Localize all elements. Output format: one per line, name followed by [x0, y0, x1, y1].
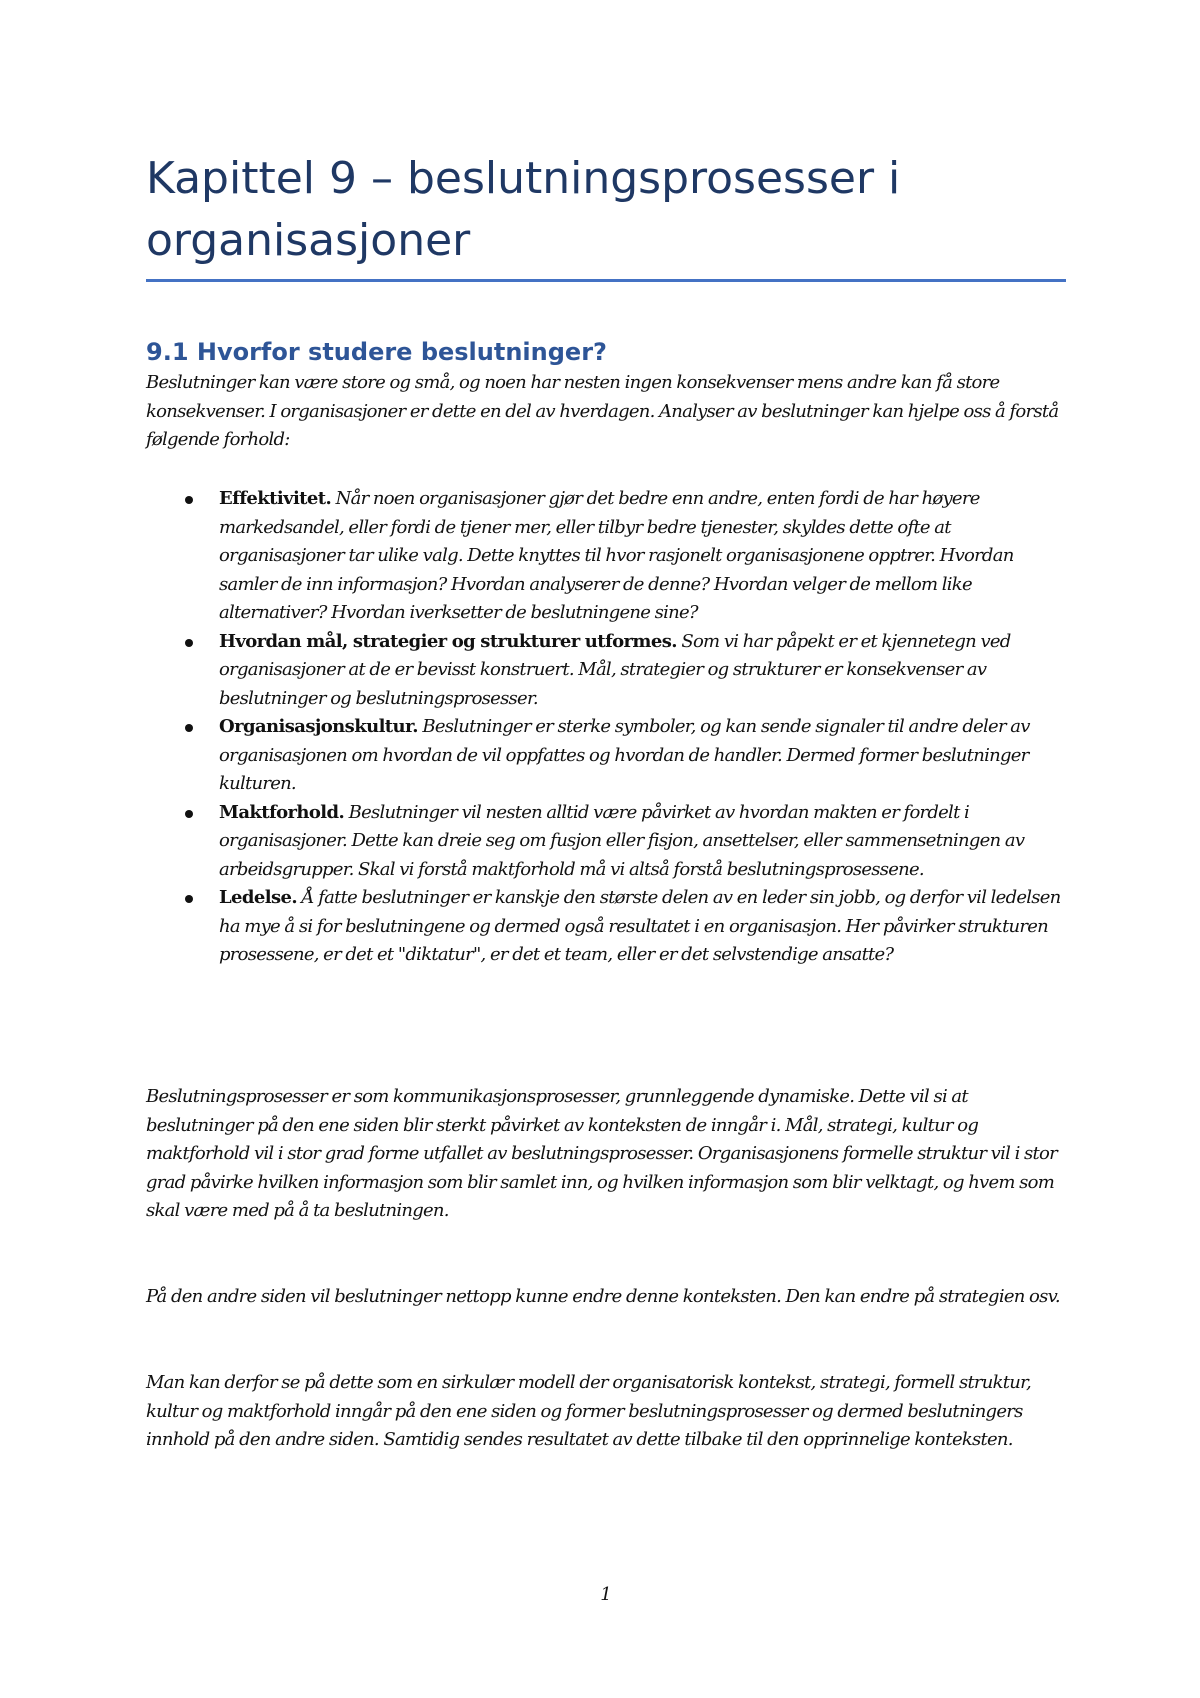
bullet-icon	[185, 724, 193, 732]
bullet-icon	[185, 639, 193, 647]
bullet-term: Ledelse.	[219, 887, 298, 908]
list-item	[146, 485, 1066, 628]
list-item	[146, 799, 1066, 885]
paragraph-context-change: På den andre siden vil beslutninger nettopp kunne endre denne konteksten. Den kan endre på strategien osv.	[146, 1286, 1060, 1307]
list-item	[146, 713, 1066, 799]
title-underline	[146, 279, 1066, 282]
bullet-term: Hvordan mål, strategier og strukturer utformes.	[219, 630, 677, 652]
paragraph-circular-model: Man kan derfor se på dette som en sirkulær modell der organisatorisk kontekst, strategi, formell struktur, kultur og maktforhold inngår på den ene siden og former beslutningsprosesser og dermed beslutningers innhold på den andre siden. Samtidig sendes resultatet av dette tilbake til den opprinnelige konteksten.	[146, 1372, 1031, 1450]
list-item	[146, 628, 1066, 714]
bullet-text: Å fatte beslutninger er kanskje den største delen av en leder sin jobb, og derfor vil ledelsen ha mye å si for beslutningene og dermed også resultatet i en organisasjon. Her påvirker strukturen prosessene, er det et "diktatur", er det et team, eller er det selvstendige ansatte?	[219, 887, 1061, 965]
chapter-title: Kapittel 9 – beslutningsprosesser i organisasjoner	[146, 153, 901, 266]
bullet-term: Effektivitet.	[219, 488, 332, 509]
bullet-text: Beslutninger vil nesten alltid være påvirket av hvordan makten er fordelt i organisasjoner. Dette kan dreie seg om fusjon eller fisjon, ansettelser, eller sammensetningen av arbeidsgrupper. Skal vi forstå maktforhold må vi altså forstå beslutningsprosessene.	[219, 801, 1025, 880]
paragraph-dynamics: Beslutningsprosesser er som kommunikasjonsprosesser, grunnleggende dynamiske. Dette vil si at beslutninger på den ene siden blir sterkt påvirket av konteksten de inngår i. Mål, strategi, kultur og maktforhold vil i stor grad forme utfallet av beslutningsprosesser. Organisasjonens formelle struktur vil i stor grad påvirke hvilken informasjon som blir samlet inn, og hvilken informasjon som blir velktagt, og hvem som skal være med på å ta beslutningen.	[146, 1086, 1057, 1221]
list-item	[146, 884, 1066, 970]
bullet-term: Maktforhold.	[219, 801, 345, 823]
bullet-icon	[185, 810, 193, 818]
bullet-icon	[185, 496, 193, 504]
bullet-term: Organisasjonskultur.	[219, 716, 418, 737]
bullet-icon	[185, 895, 193, 903]
bullet-text: Som vi har påpekt er et kjennetegn ved organisasjoner at de er bevisst konstruert. Mål, strategier og strukturer er konsekvenser av beslutninger og beslutningsprosesser.	[219, 630, 1011, 709]
reasons-list	[146, 485, 1066, 970]
page-number: 1	[600, 1584, 612, 1605]
section-heading: 9.1 Hvorfor studere beslutninger?	[146, 338, 607, 366]
bullet-text: Beslutninger er sterke symboler, og kan sende signaler til andre deler av organisasjonen om hvordan de vil oppfattes og hvordan de handler. Dermed former beslutninger kulturen.	[219, 716, 1030, 794]
bullet-text: Når noen organisasjoner gjør det bedre enn andre, enten fordi de har høyere markedsandel, eller fordi de tjener mer, eller tilbyr bedre tjenester, skyldes dette ofte at organisasjoner tar ulike valg. Dette knyttes til hvor rasjonelt organisasjonene opptrer. Hvordan samler de inn informasjon? Hvordan analyserer de denne? Hvordan velger de mellom like alternativer? Hvordan iverksetter de beslutningene sine?	[219, 488, 1014, 623]
document-page	[146, 0, 1066, 1698]
intro-paragraph: Beslutninger kan være store og små, og noen har nesten ingen konsekvenser mens andre kan få store konsekvenser. I organisasjoner er dette en del av hverdagen. Analyser av beslutninger kan hjelpe oss å forstå følgende forhold:	[146, 372, 1059, 450]
